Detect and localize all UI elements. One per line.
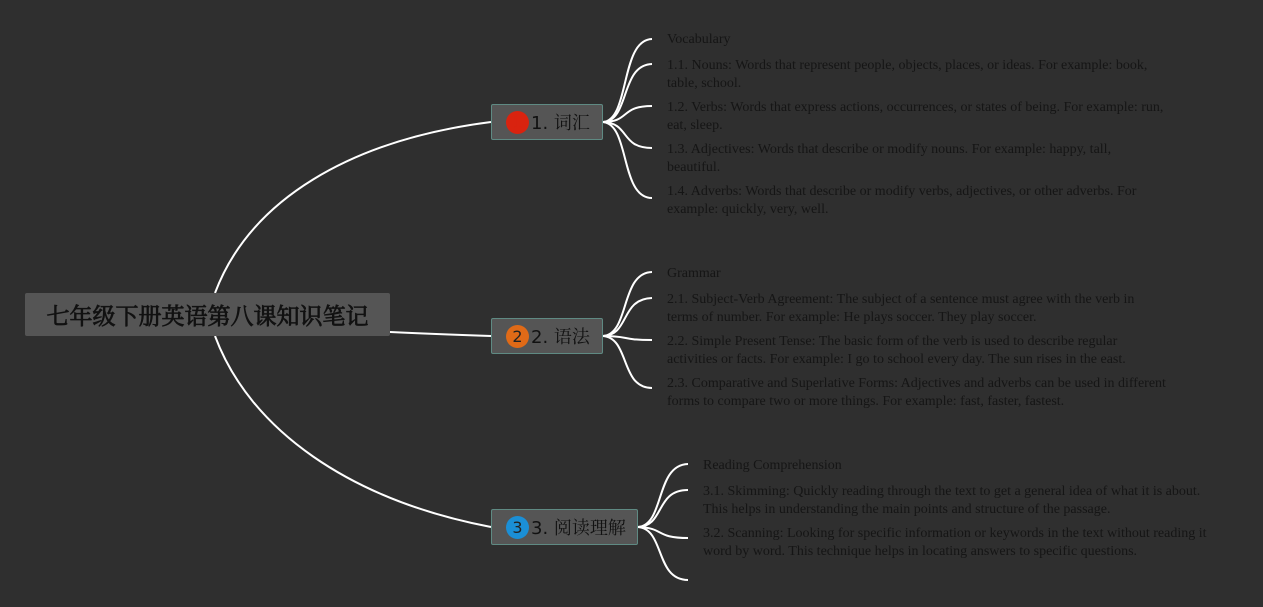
- priority-1-icon: 1: [506, 111, 529, 134]
- subtopic[interactable]: 3.1. Skimming: Quickly reading through the text to get a general idea of what it is about. This helps in understanding the main points and structure of the passage.: [703, 484, 1201, 517]
- subtopic[interactable]: 1.2. Verbs: Words that express actions, occurrences, or states of being. For example: run, eat, sleep.: [667, 100, 1164, 133]
- subtopic[interactable]: 1.1. Nouns: Words that represent people, objects, places, or ideas. For example: book, table, school.: [667, 58, 1148, 91]
- root-topic[interactable]: [25, 293, 390, 336]
- branch-topic-grammar[interactable]: [491, 318, 603, 354]
- subtopic[interactable]: 2.2. Simple Present Tense: The basic form of the verb is used to describe regular activities or facts. For example: I go to school every day. The sun rises in the east.: [667, 334, 1126, 367]
- subtopic[interactable]: 1.3. Adjectives: Words that describe or modify nouns. For example: happy, tall, beautiful.: [667, 142, 1112, 175]
- branch-topic-vocabulary[interactable]: [491, 104, 603, 140]
- root-to-branch-3-connector: [215, 336, 491, 527]
- branch-label: 2. 语法: [531, 327, 590, 348]
- subtopic-heading[interactable]: Vocabulary: [667, 32, 731, 47]
- branch-topic-reading[interactable]: [491, 509, 638, 545]
- branch-3-subtopics: [703, 0, 1223, 607]
- branch-label: 1. 词汇: [531, 113, 590, 134]
- priority-3-icon: 3: [506, 516, 529, 539]
- root-to-branch-2-connector: [390, 332, 491, 336]
- branch-2-fan: [603, 272, 652, 388]
- subtopic[interactable]: 3.2. Scanning: Looking for specific information or keywords in the text without reading it word by word. This technique helps in locating answers to specific questions.: [703, 526, 1207, 559]
- subtopic[interactable]: 2.3. Comparative and Superlative Forms: Adjectives and adverbs can be used in different forms to compare two or more things. For example: fast, faster, fastest.: [667, 376, 1166, 409]
- priority-2-icon: 2: [506, 325, 529, 348]
- subtopic[interactable]: 1.4. Adverbs: Words that describe or modify verbs, adjectives, or other adverbs. For example: quickly, very, well.: [667, 184, 1137, 217]
- subtopic[interactable]: 2.1. Subject-Verb Agreement: The subject of a sentence must agree with the verb in terms of number. For example: He plays soccer. They play soccer.: [667, 292, 1135, 325]
- branch-label: 3. 阅读理解: [531, 518, 626, 539]
- subtopic-heading[interactable]: Reading Comprehension: [703, 458, 842, 473]
- subtopic-heading[interactable]: Grammar: [667, 266, 721, 281]
- root-topic-label: 七年级下册英语第八课知识笔记: [46, 304, 369, 330]
- branch-1-fan: [603, 39, 652, 198]
- root-to-branch-1-connector: [215, 122, 491, 293]
